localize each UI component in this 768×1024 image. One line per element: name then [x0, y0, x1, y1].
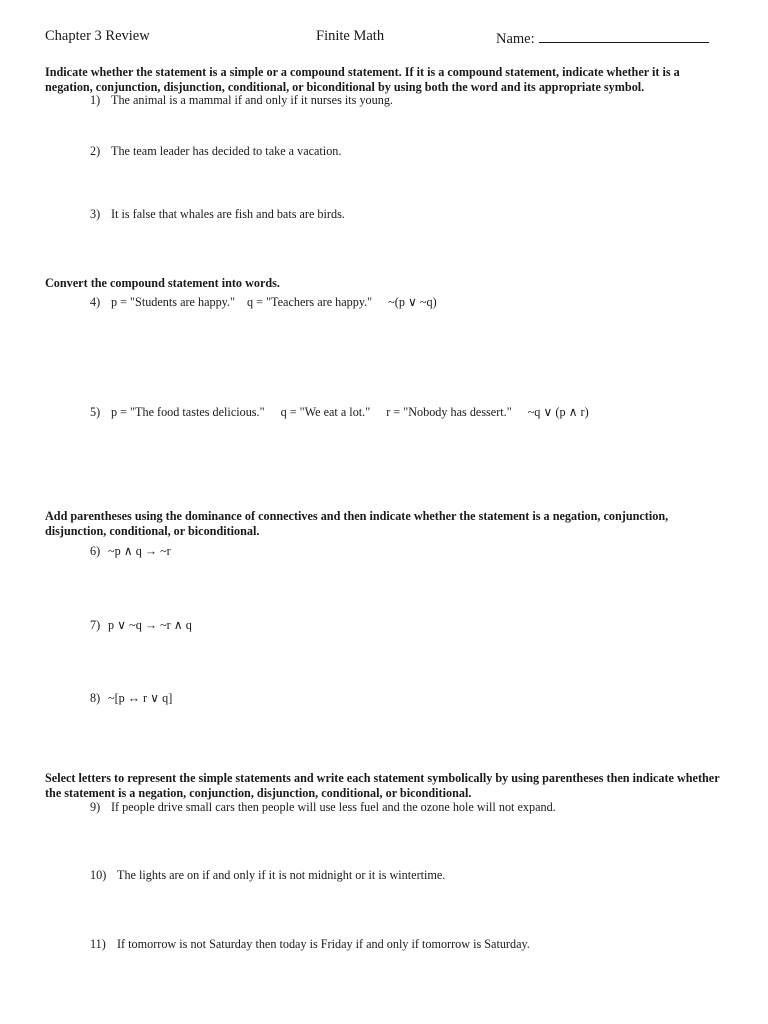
logic-expression: p ∨ ~q → ~r ∧ q — [108, 618, 192, 632]
question-1 — [90, 93, 393, 108]
question-5 — [90, 405, 589, 420]
question-text: The team leader has decided to take a vacation. — [111, 144, 342, 158]
question-11 — [90, 937, 530, 952]
statement-q: q = "Teachers are happy." — [247, 295, 373, 309]
question-10 — [90, 868, 445, 883]
section-2-instruction: Convert the compound statement into words. — [45, 276, 280, 290]
question-7 — [90, 618, 192, 633]
statement-q: q = "We eat a lot." — [280, 405, 371, 419]
question-number: 11) — [90, 937, 106, 951]
logic-expression: ~p ∧ q → ~r — [108, 544, 171, 558]
name-label: Name: — [496, 31, 535, 47]
section-4-instruction: Select letters to represent the simple statements and write each statement symbolically by using parentheses then indicate whether the statement is a negation, conjunction, disjunction, conditional, or biconditional. — [45, 771, 720, 800]
question-number: 7) — [90, 618, 101, 632]
question-8 — [90, 691, 172, 706]
statement-r: r = "Nobody has dessert." — [386, 405, 512, 419]
chapter-title: Chapter 3 Review — [45, 28, 150, 44]
statement-p: p = "Students are happy." — [111, 295, 236, 309]
question-number: 1) — [90, 93, 101, 107]
question-text: The lights are on if and only if it is not midnight or it is wintertime. — [117, 868, 446, 882]
compound-expression: ~q ∨ (p ∧ r) — [527, 405, 589, 419]
question-number: 6) — [90, 544, 101, 558]
question-text: If people drive small cars then people will use less fuel and the ozone hole will not expand. — [111, 800, 556, 814]
question-6 — [90, 544, 171, 559]
question-number: 8) — [90, 691, 101, 705]
statement-p: p = "The food tastes delicious." — [111, 405, 265, 419]
compound-expression: ~(p ∨ ~q) — [388, 295, 437, 309]
question-number: 2) — [90, 144, 101, 158]
question-9 — [90, 800, 556, 815]
name-blank-line — [539, 28, 709, 43]
question-text: If tomorrow is not Saturday then today is Friday if and only if tomorrow is Saturday. — [117, 937, 530, 951]
question-number: 3) — [90, 207, 101, 221]
question-number: 5) — [90, 405, 101, 419]
question-text: It is false that whales are fish and bats are birds. — [111, 207, 345, 221]
question-4 — [90, 295, 437, 310]
question-2 — [90, 144, 341, 159]
question-number: 10) — [90, 868, 107, 882]
question-text: The animal is a mammal if and only if it nurses its young. — [111, 93, 393, 107]
question-number: 9) — [90, 800, 101, 814]
logic-expression: ~[p ↔ r ∨ q] — [108, 691, 173, 705]
name-field — [496, 28, 709, 48]
section-3-instruction: Add parentheses using the dominance of connectives and then indicate whether the statement is a negation, conjunction, disjunction, conditional, or biconditional. — [45, 509, 669, 538]
question-3 — [90, 207, 345, 222]
section-1-instruction: Indicate whether the statement is a simple or a compound statement. If it is a compound statement, indicate whether it is a negation, conjunction, disjunction, conditional, or biconditional by using both the word and its appropriate symbol. — [45, 65, 680, 94]
course-title: Finite Math — [316, 28, 385, 44]
question-number: 4) — [90, 295, 101, 309]
